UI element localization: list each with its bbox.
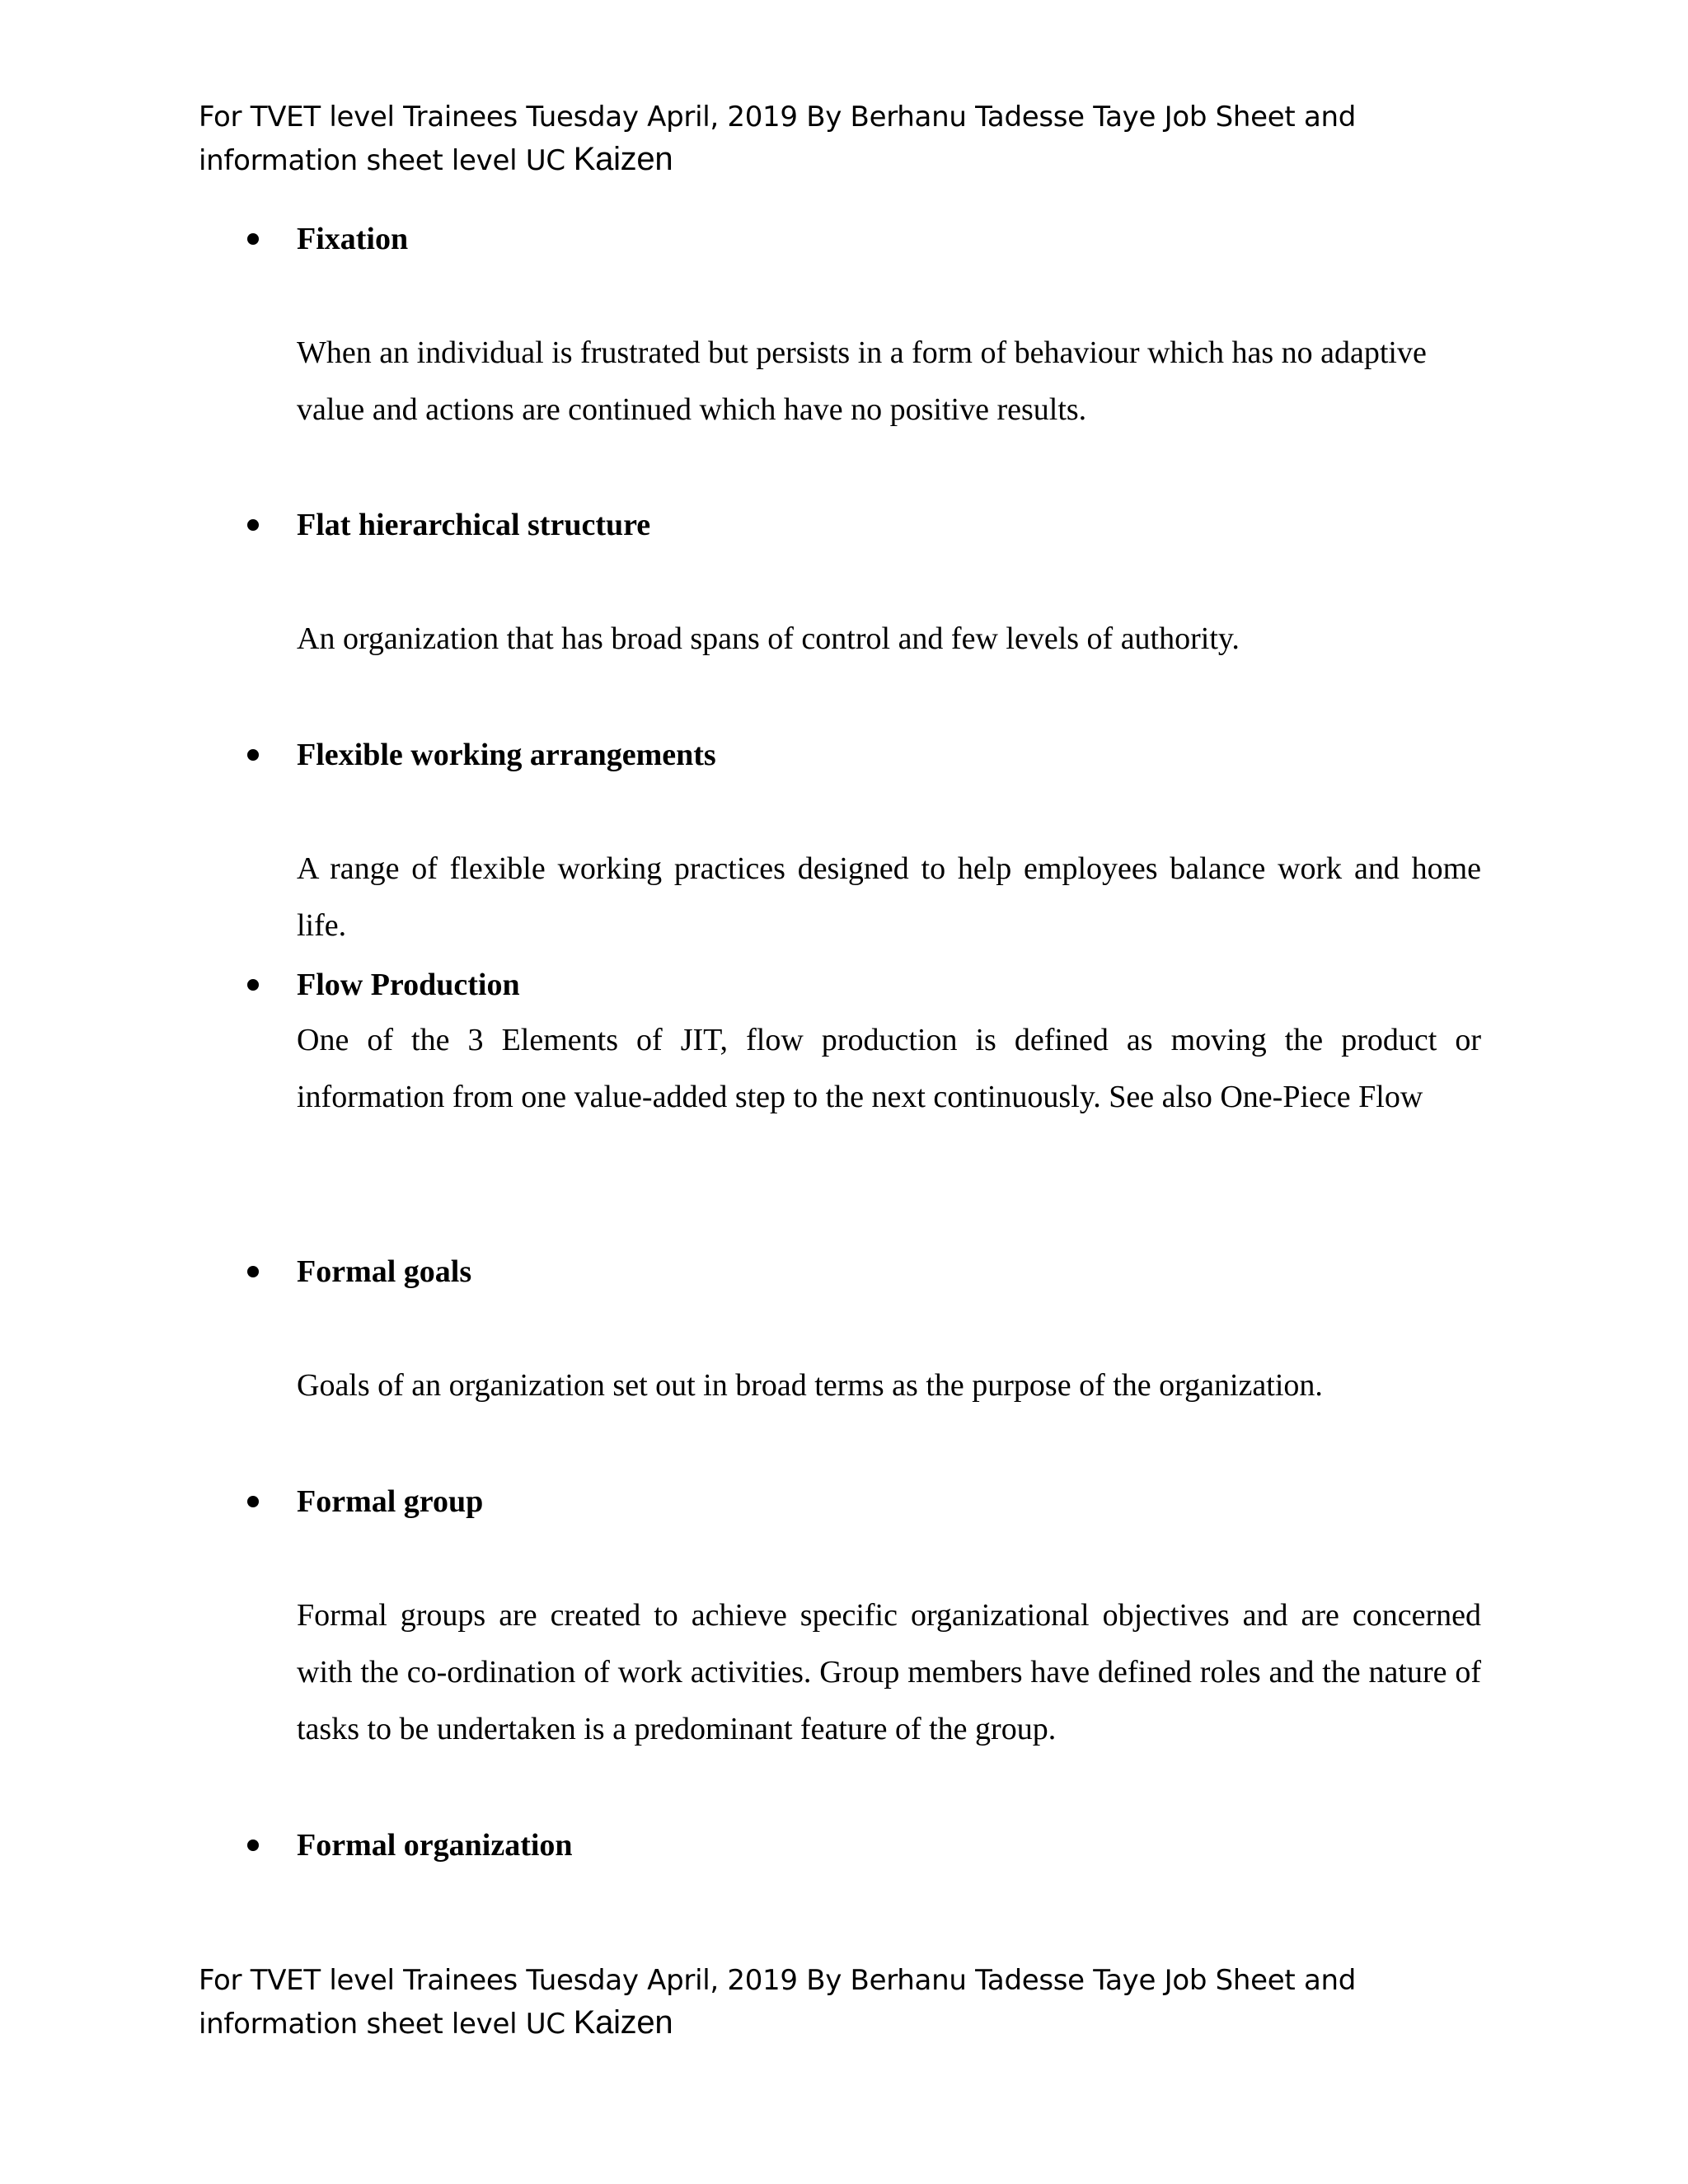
term-title: Flexible working arrangements bbox=[297, 738, 716, 772]
bullet-icon bbox=[247, 749, 259, 761]
bullet-icon bbox=[247, 519, 259, 531]
term-title: Formal organization bbox=[297, 1828, 573, 1863]
header-line-2 bbox=[199, 138, 1435, 182]
term-definition: When an individual is frustrated but persists in a form of behaviour which has no adaptive value and actions are continued which have no positive results. bbox=[297, 335, 1427, 427]
footer-line-2 bbox=[199, 2002, 1435, 2046]
term-title: Formal group bbox=[297, 1484, 484, 1519]
footer-kaizen: Kaizen bbox=[573, 2004, 673, 2041]
bullet-icon bbox=[247, 979, 259, 991]
header-line-2-text: information sheet level UC bbox=[199, 144, 565, 177]
term-definition: Formal groups are created to achieve specific organizational objectives and are concerned with the co-ordination of work activities. Group members have defined roles and the nature of tasks to be undertaken is a predominant feature of the group. bbox=[297, 1598, 1481, 1746]
footer-line-1: For TVET level Trainees Tuesday April, 2019 By Berhanu Tadesse Taye Job Sheet and bbox=[199, 1964, 1357, 1997]
term-title: Flow Production bbox=[297, 968, 520, 1002]
header-kaizen: Kaizen bbox=[573, 141, 673, 177]
bullet-icon bbox=[247, 1496, 259, 1507]
bullet-icon bbox=[247, 233, 259, 245]
term-definition: Goals of an organization set out in broad terms as the purpose of the organization. bbox=[297, 1368, 1323, 1403]
bullet-icon bbox=[247, 1840, 259, 1851]
term-title: Fixation bbox=[297, 222, 409, 256]
term-definition: One of the 3 Elements of JIT, flow production is defined as moving the product or information from one value-added step to the next continuously. See also One-Piece Flow bbox=[297, 1023, 1481, 1114]
footer-line-2-text: information sheet level UC bbox=[199, 2008, 565, 2041]
term-title: Flat hierarchical structure bbox=[297, 508, 651, 542]
page-footer bbox=[199, 1960, 1435, 2046]
term-definition: A range of flexible working practices designed to help employees balance work and home life. bbox=[297, 851, 1481, 943]
term-definition: An organization that has broad spans of control and few levels of authority. bbox=[297, 621, 1240, 656]
term-title: Formal goals bbox=[297, 1254, 472, 1289]
header-line-1: For TVET level Trainees Tuesday April, 2019 By Berhanu Tadesse Taye Job Sheet and bbox=[199, 101, 1357, 134]
page-header bbox=[199, 96, 1435, 182]
bullet-icon bbox=[247, 1266, 259, 1277]
